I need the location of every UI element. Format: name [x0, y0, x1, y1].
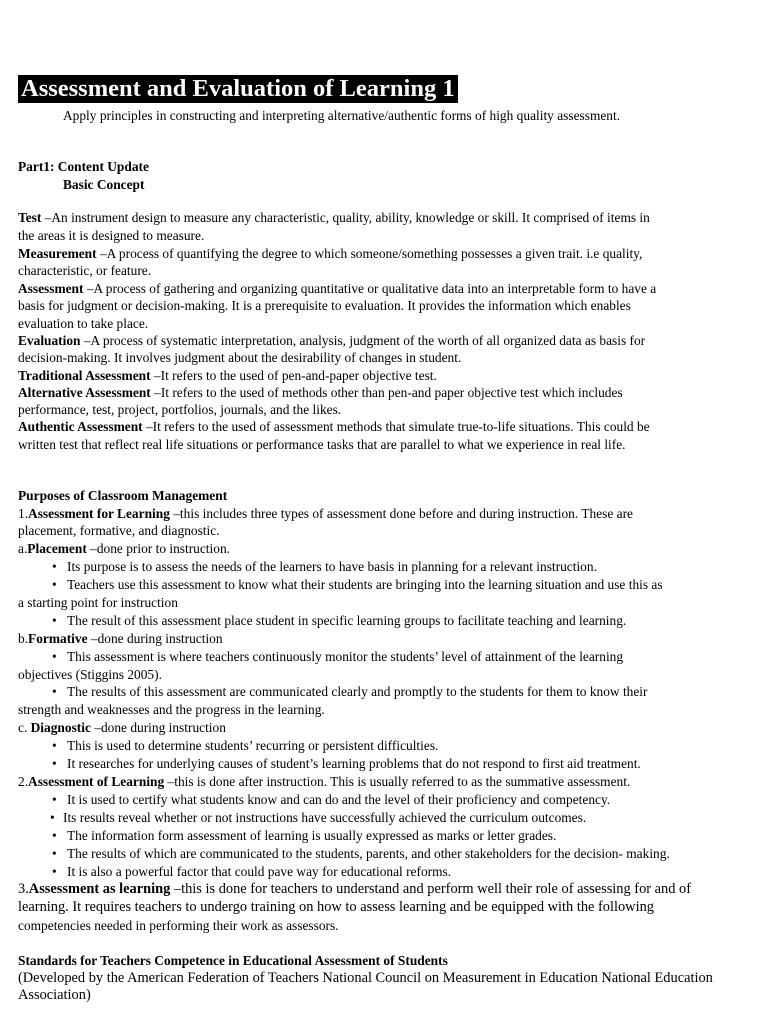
- def-assessment-cont: evaluation to take place.: [18, 316, 149, 331]
- list-item-text: The information form assessment of learning is usually expressed as marks or letter grades.: [67, 828, 557, 843]
- bullet-icon: •: [52, 792, 57, 807]
- document-title: Assessment and Evaluation of Learning 1: [18, 75, 458, 103]
- def-text: –An instrument design to measure any characteristic, quality, ability, knowledge or skill. It comprised of items in: [41, 210, 650, 225]
- list-item: [0, 612, 754, 630]
- def-alternative-cont: performance, test, project, portfolios, journals, and the likes.: [18, 402, 342, 417]
- list-item-cont: a starting point for instruction: [18, 595, 178, 610]
- bullet-icon: •: [52, 577, 57, 592]
- aal-cont: competencies needed in performing their work as assessors.: [18, 918, 339, 933]
- bullet-icon: •: [52, 684, 57, 699]
- placement-text: –done prior to instruction.: [86, 541, 230, 556]
- list-item: [0, 648, 754, 666]
- def-evaluation: [18, 332, 754, 350]
- bullet-icon: •: [50, 810, 55, 825]
- afl-cont: placement, formative, and diagnostic.: [18, 523, 220, 538]
- def-test: [18, 209, 754, 227]
- bullet-icon: •: [52, 559, 57, 574]
- list-item-text: Teachers use this assessment to know what their students are bringing into the learning situation and use this as: [67, 577, 663, 592]
- part1-subheading: Basic Concept: [63, 177, 145, 192]
- list-item: [0, 845, 754, 863]
- list-item: [0, 576, 754, 594]
- aol-line: [18, 773, 754, 791]
- def-text: –A process of quantifying the degree to which someone/something possesses a given trait. i.e quality,: [96, 246, 643, 261]
- afl-term: Assessment for Learning: [28, 506, 170, 521]
- diagnostic-term: Diagnostic: [30, 720, 91, 735]
- part1-heading: Part1: Content Update: [18, 159, 149, 174]
- formative-text: –done during instruction: [87, 631, 223, 646]
- bullet-icon: •: [52, 738, 57, 753]
- list-item-text: It is used to certify what students know and can do and the level of their proficiency and competency.: [67, 792, 611, 807]
- list-item: [0, 683, 754, 701]
- list-item-cont: strength and weaknesses and the progress in the learning.: [18, 702, 325, 717]
- def-term: Measurement: [18, 246, 97, 261]
- diagnostic-text: –done during instruction: [90, 720, 226, 735]
- list-item: [0, 791, 754, 809]
- list-item: [0, 755, 754, 773]
- bullet-icon: •: [52, 846, 57, 861]
- list-item-text: It is also a powerful factor that could pave way for educational reforms.: [67, 864, 452, 879]
- def-text: –It refers to the used of methods other than pen-and paper objective test which includes: [150, 385, 623, 400]
- purposes-heading: Purposes of Classroom Management: [18, 488, 228, 503]
- document-subtitle: Apply principles in constructing and interpreting alternative/authentic forms of high quality assessment.: [63, 108, 621, 123]
- aol-text: –this is done after instruction. This is usually referred to as the summative assessment.: [164, 774, 631, 789]
- aal-line: [18, 881, 754, 899]
- placement-line: [18, 540, 754, 558]
- aal-term: Assessment as learning: [28, 881, 171, 897]
- standards-text: (Developed by the American Federation of Teachers National Council on Measurement in Education National Education: [18, 970, 713, 986]
- def-text: –It refers to the used of assessment methods that simulate true-to-life situations. This could be: [142, 419, 650, 434]
- def-assessment-cont: basis for judgment or decision-making. It is a prerequisite to evaluation. It provides the information which enables: [18, 298, 631, 313]
- def-term: Test: [18, 210, 42, 225]
- placement-term: Placement: [27, 541, 87, 556]
- list-item: [0, 558, 754, 576]
- list-item-text: This assessment is where teachers continuously monitor the students’ level of attainment of the learning: [67, 649, 624, 664]
- item-number: 2.: [18, 774, 29, 789]
- def-measurement-cont: characteristic, or feature.: [18, 263, 152, 278]
- list-item-cont: objectives (Stiggins 2005).: [18, 667, 162, 682]
- def-text: –A process of systematic interpretation, analysis, judgment of the worth of all organized data as basis for: [80, 333, 646, 348]
- bullet-icon: •: [52, 756, 57, 771]
- def-term: Traditional Assessment: [18, 368, 151, 383]
- bullet-icon: •: [52, 864, 57, 879]
- afl-line: [18, 505, 754, 523]
- item-number: 3.: [18, 881, 29, 897]
- diagnostic-line: [18, 719, 754, 737]
- bullet-icon: •: [52, 649, 57, 664]
- standards-heading: Standards for Teachers Competence in Educational Assessment of Students: [18, 953, 448, 968]
- def-assessment: [18, 280, 754, 298]
- def-traditional: [18, 367, 754, 385]
- aal-text: –this is done for teachers to understand and perform well their role of assessing for and of: [170, 881, 692, 897]
- list-item-text: It researches for underlying causes of student’s learning problems that do not respond to first aid treatment.: [67, 756, 641, 771]
- list-item: [0, 737, 754, 755]
- def-evaluation-cont: decision-making. It involves judgment about the desirability of changes in student.: [18, 350, 462, 365]
- formative-term: Formative: [28, 631, 88, 646]
- def-test-cont: the areas it is designed to measure.: [18, 228, 205, 243]
- def-term: Evaluation: [18, 333, 81, 348]
- def-authentic-cont: written test that reflect real life situations or performance tasks that are parallel to what we experience in real life.: [18, 437, 626, 452]
- standards-text-cont: Association): [18, 987, 91, 1003]
- bullet-icon: •: [52, 828, 57, 843]
- list-item-text: The results of this assessment are communicated clearly and promptly to the students for them to know their: [67, 684, 648, 699]
- list-item-text: The result of this assessment place student in specific learning groups to facilitate teaching and learning.: [67, 613, 627, 628]
- def-measurement: [18, 245, 754, 263]
- item-number: 1.: [18, 506, 29, 521]
- aal-cont: learning. It requires teachers to undergo training on how to assess learning and be equipped with the following: [18, 899, 654, 915]
- def-term: Authentic Assessment: [18, 419, 143, 434]
- def-term: Alternative Assessment: [18, 385, 151, 400]
- list-item-text: Its purpose is to assess the needs of the learners to have basis in planning for a relevant instruction.: [67, 559, 597, 574]
- item-letter: c.: [18, 720, 31, 735]
- item-letter: a.: [18, 541, 28, 556]
- list-item: [0, 863, 754, 881]
- bullet-icon: •: [52, 613, 57, 628]
- list-item-text: Its results reveal whether or not instructions have successfully achieved the curriculum outcomes.: [63, 810, 587, 825]
- afl-text: –this includes three types of assessment done before and during instruction. These are: [169, 506, 633, 521]
- aol-term: Assessment of Learning: [28, 774, 165, 789]
- item-letter: b.: [18, 631, 29, 646]
- list-item-text: The results of which are communicated to the students, parents, and other stakeholders for the decision- making.: [67, 846, 670, 861]
- def-authentic: [18, 418, 754, 436]
- def-term: Assessment: [18, 281, 84, 296]
- list-item: [0, 827, 754, 845]
- list-item: [0, 809, 754, 827]
- list-item-text: This is used to determine students’ recurring or persistent difficulties.: [67, 738, 439, 753]
- def-alternative: [18, 384, 754, 402]
- formative-line: [18, 630, 754, 648]
- def-text: –A process of gathering and organizing quantitative or qualitative data into an interpretable form to have a: [83, 281, 657, 296]
- def-text: –It refers to the used of pen-and-paper objective test.: [150, 368, 437, 383]
